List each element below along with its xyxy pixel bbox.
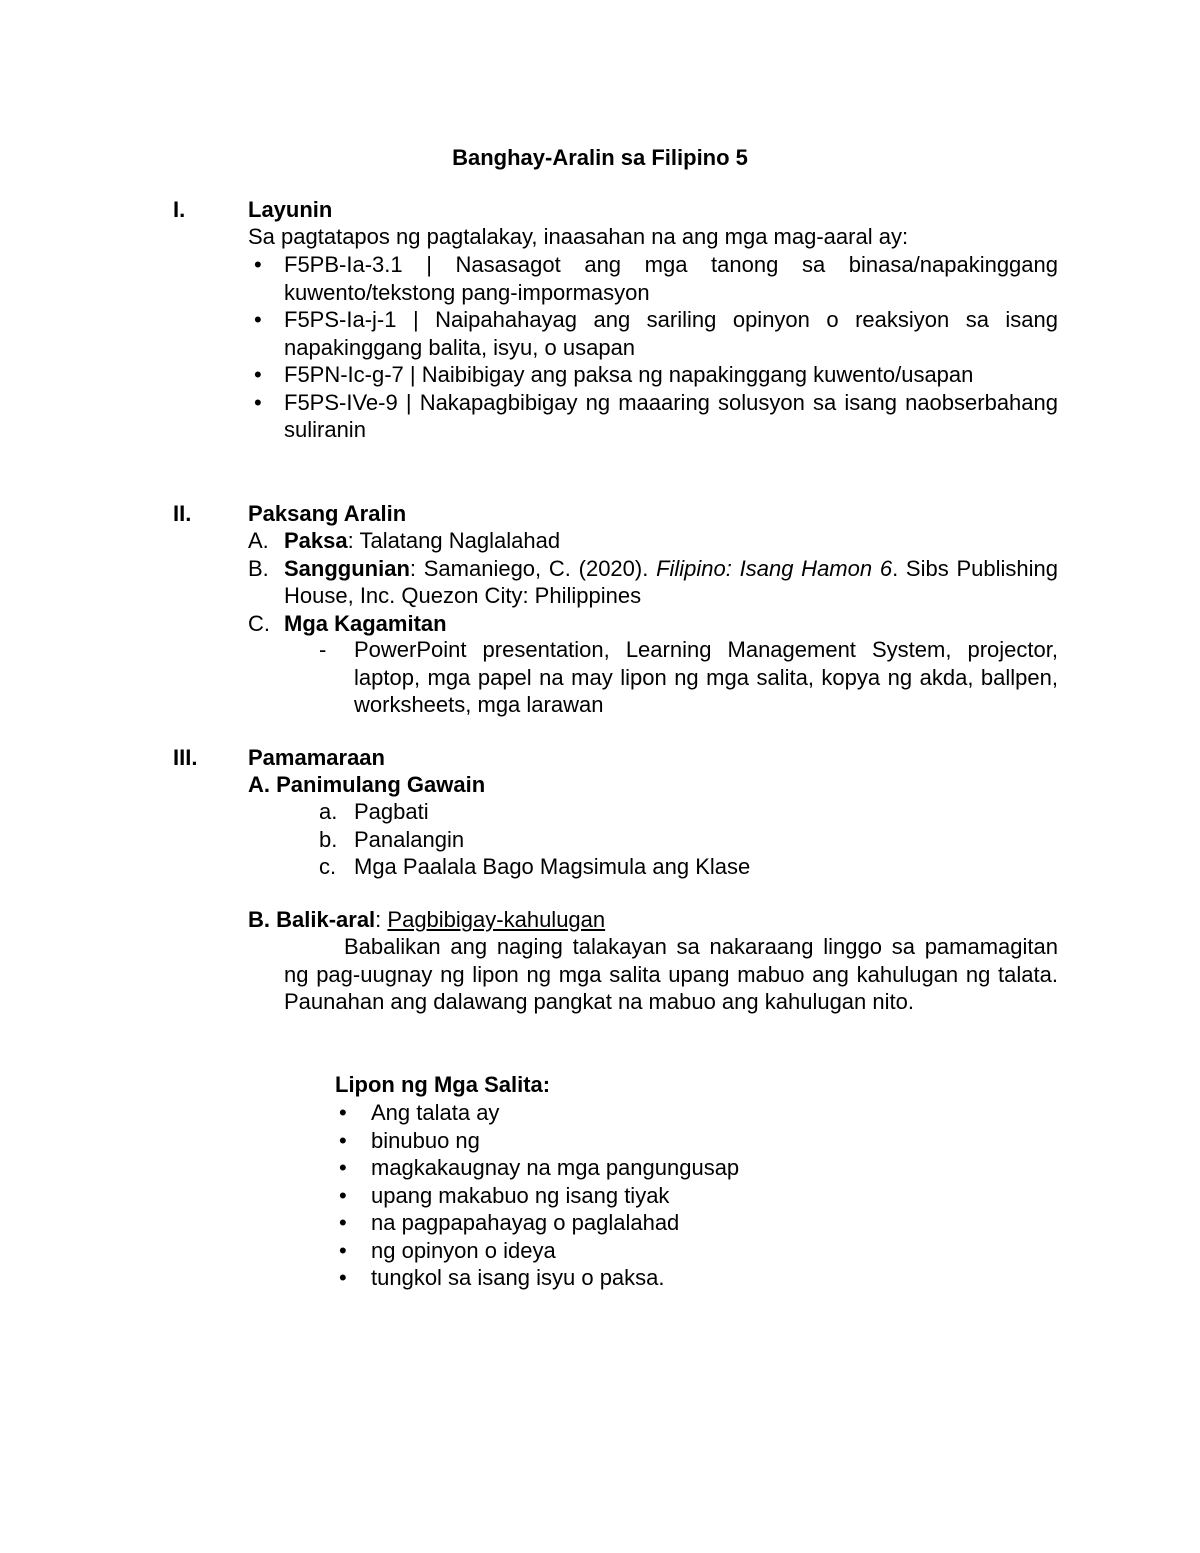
kagamitan-item (248, 610, 1058, 638)
colon: : (375, 907, 388, 932)
sanggunian-item (248, 555, 1058, 610)
section-1-number: I. (173, 197, 186, 222)
objective-item: • F5PS-Ia-j-1 | Naipahahayag ang sariling opinyon o reaksiyon sa isang napakinggang balita, isyu, o usapan (248, 306, 1058, 361)
sanggunian-label: Sanggunian (284, 555, 410, 581)
paksa-value: : Talatang Naglalahad (347, 528, 561, 553)
item-text: Panalangin (354, 826, 465, 852)
kagamitan-list (319, 636, 1058, 719)
lipon-item: • magkakaugnay na mga pangungusap (335, 1154, 1035, 1182)
materials-text: PowerPoint presentation, Learning Management System, projector, laptop, mga papel na may lipon ng mga salita, kopya ng akda, ballpen, worksheets, mga larawan (354, 637, 1058, 717)
section-1-intro: Sa pagtatapos ng pagtalakay, inaasahan na ang mga mag-aaral ay: (248, 224, 909, 249)
lipon-item: • binubuo ng (335, 1127, 1035, 1155)
section-2-title: Paksang Aralin (248, 501, 407, 526)
panimulang-gawain-list (319, 798, 1058, 881)
objective-item: • F5PS-IVe-9 | Nakapagbibigay ng maaaring solusyon sa isang naobserbahang suliranin (248, 389, 1058, 444)
lipon-title: Lipon ng Mga Salita: (335, 1072, 551, 1097)
dash-marker: - (319, 637, 327, 662)
section-1-title: Layunin (248, 197, 333, 222)
paksa-label: Paksa (284, 528, 348, 553)
list-item (319, 826, 1058, 854)
objectives-list (248, 251, 1058, 444)
lipon-item: • na pagpapahayag o paglalahad (335, 1209, 1035, 1237)
list-marker: a. (319, 799, 338, 824)
lipon-item: • upang makabuo ng isang tiyak (335, 1182, 1035, 1210)
objective-item: • F5PB-Ia-3.1 | Nasasagot ang mga tanong sa binasa/napakinggang kuwento/tekstong pang-impormasyon (248, 251, 1058, 306)
list-marker: A. (248, 528, 269, 553)
paksang-aralin-list (248, 527, 1058, 637)
panimulang-gawain-heading: A. Panimulang Gawain (248, 772, 486, 797)
section-3-number: III. (173, 745, 198, 770)
paksa-item (248, 527, 1058, 555)
sanggunian-value-pre: : Samaniego, C. (2020). (409, 555, 657, 581)
list-item (319, 798, 1058, 826)
lipon-list (335, 1099, 1035, 1292)
balik-aral-label: B. Balik-aral (248, 907, 376, 932)
list-marker: B. (248, 555, 269, 581)
balik-aral-heading (248, 906, 1058, 934)
kagamitan-label: Mga Kagamitan (284, 610, 447, 636)
item-text: Pagbati (354, 799, 429, 824)
item-text: Mga Paalala Bago Magsimula ang Klase (354, 854, 751, 879)
list-item (319, 853, 1058, 881)
balik-aral-subtitle: Pagbibigay-kahulugan (387, 907, 606, 932)
list-marker: c. (319, 854, 337, 879)
objective-item: • F5PN-Ic-g-7 | Naibibigay ang paksa ng napakinggang kuwento/usapan (248, 361, 1058, 389)
kagamitan-materials (319, 636, 1058, 719)
sanggunian-value-post: . Sibs Publishing House, Inc. Quezon City: Philippines (284, 555, 1058, 608)
list-marker: C. (248, 610, 270, 636)
section-2-number: II. (173, 501, 192, 526)
list-marker: b. (319, 826, 338, 852)
lipon-item: • ng opinyon o ideya (335, 1237, 1035, 1265)
lipon-item: • Ang talata ay (335, 1099, 1035, 1127)
document-title: Banghay-Aralin sa Filipino 5 (452, 145, 748, 170)
balik-aral-paragraph: Babalikan ang naging talakayan sa nakaraang linggo sa pamamagitan ng pag-uugnay ng lipon ng mga salita upang mabuo ang kahulugan ng talata. Paunahan ang dalawang pangkat na mabuo ang kahulugan nito. (284, 934, 1058, 1014)
section-3-title: Pamamaraan (248, 745, 385, 770)
lipon-item: • tungkol sa isang isyu o paksa. (335, 1264, 1035, 1292)
book-title: Filipino: Isang Hamon 6 (656, 555, 893, 581)
